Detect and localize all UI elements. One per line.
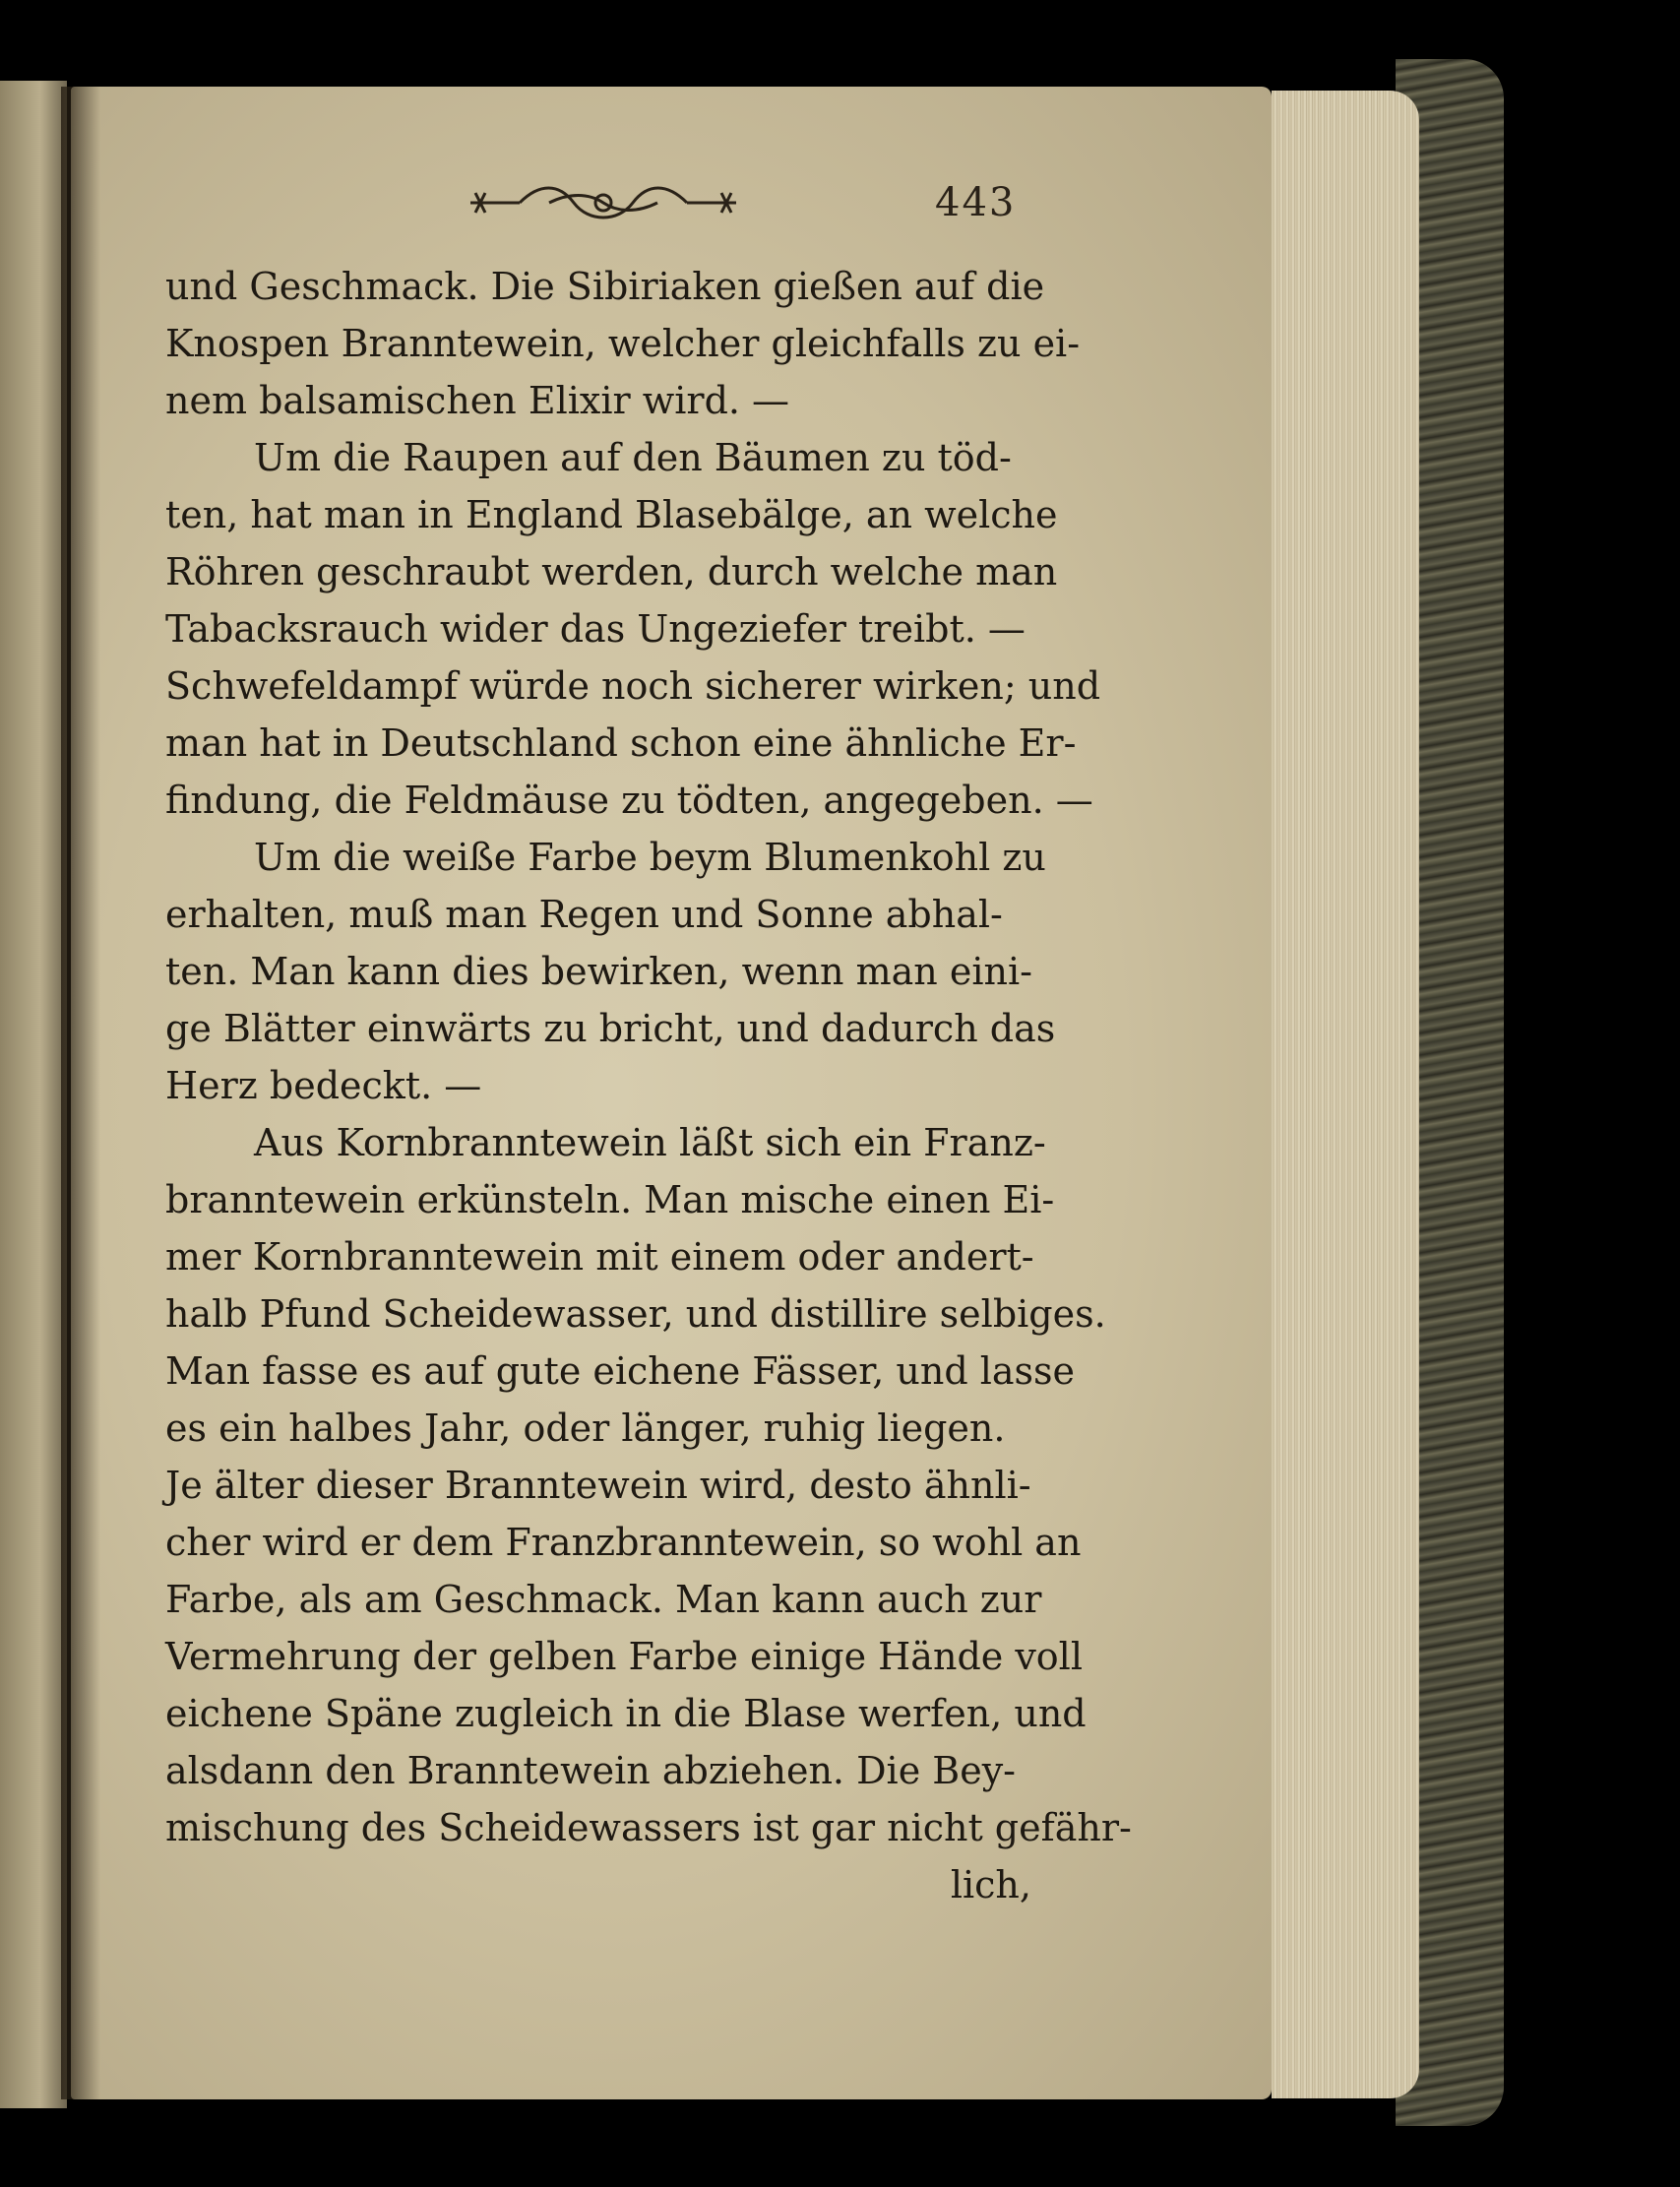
fleuron-ornament-icon <box>461 178 746 227</box>
text-line: Schwefeldampf würde noch sicherer wirken; und <box>165 664 1101 708</box>
text-line: ten, hat man in England Blasebälge, an welche <box>165 493 1058 536</box>
text-line: ten. Man kann dies bewirken, wenn man eini- <box>165 950 1032 993</box>
text-line: nem balsamischen Elixir wird. — <box>165 379 790 422</box>
text-line: mischung des Scheidewassers ist gar nicht gefähr- <box>165 1806 1132 1849</box>
text-line: Herz bedeckt. — <box>165 1064 482 1107</box>
text-line: Aus Kornbranntewein läßt sich ein Franz- <box>254 1121 1046 1164</box>
page-stack-edges <box>1272 91 1419 2098</box>
text-line: erhalten, muß man Regen und Sonne abhal- <box>165 893 1003 936</box>
text-line: ge Blätter einwärts zu bricht, und dadurch das <box>165 1007 1056 1050</box>
text-line: Farbe, als am Geschmack. Man kann auch zur <box>165 1578 1042 1621</box>
text-line: Man fasse es auf gute eichene Fässer, und lasse <box>165 1349 1076 1393</box>
text-line: Um die Raupen auf den Bäumen zu töd- <box>254 436 1012 479</box>
text-line: cher wird er dem Franzbranntewein, so wohl an <box>165 1521 1082 1564</box>
text-line: Vermehrung der gelben Farbe einige Hände voll <box>165 1635 1083 1678</box>
text-line: und Geschmack. Die Sibiriaken gießen auf die <box>165 265 1045 308</box>
text-line: Röhren geschraubt werden, durch welche man <box>165 550 1058 594</box>
text-line: lich, <box>950 1863 1031 1906</box>
text-line: Knospen Branntewein, welcher gleichfalls zu ei- <box>165 322 1081 365</box>
text-line: halb Pfund Scheidewasser, und distillire selbiges. <box>165 1292 1106 1336</box>
text-line: branntewein erkünsteln. Man mische einen Ei- <box>165 1178 1055 1221</box>
text-line: eichene Späne zugleich in die Blase werfen, und <box>165 1692 1087 1735</box>
text-line: Tabacksrauch wider das Ungeziefer treibt. — <box>165 607 1026 651</box>
gutter-shadow <box>61 87 100 2099</box>
text-line: mer Kornbranntewein mit einem oder andert- <box>165 1235 1034 1279</box>
text-line: es ein halbes Jahr, oder länger, ruhig liegen. <box>165 1406 1006 1450</box>
page-number: 443 <box>935 180 1017 225</box>
left-page-edge <box>0 81 67 2108</box>
text-line: Um die weiße Farbe beym Blumenkohl zu <box>254 836 1046 879</box>
page-header <box>433 172 1043 241</box>
text-line: Je älter dieser Branntewein wird, desto ähnli- <box>165 1464 1031 1507</box>
text-line: man hat in Deutschland schon eine ähnliche Er- <box>165 721 1077 765</box>
text-line: alsdann den Branntewein abziehen. Die Bey- <box>165 1749 1016 1792</box>
text-line: findung, die Feldmäuse zu tödten, angegeben. — <box>165 779 1093 822</box>
